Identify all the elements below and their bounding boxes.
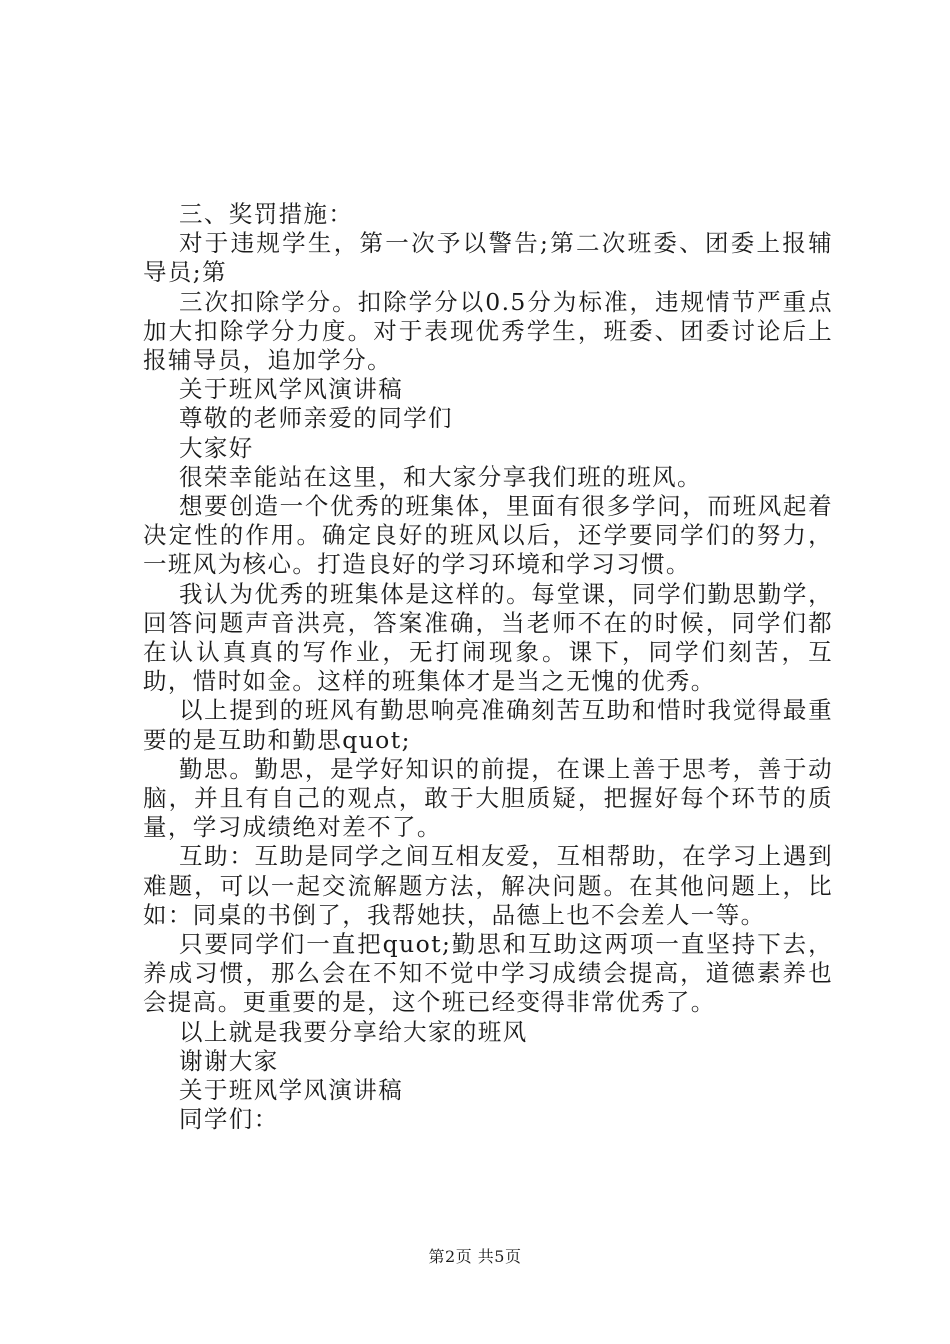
paragraph: 关于班风学风演讲稿: [179, 1076, 404, 1105]
paragraph: 大家好: [179, 433, 254, 462]
paragraph: 勤思。勤思，是学好知识的前提，在课上善于思考，善于动脑，并且有自己的观点，敢于大胆质疑，把握好每个环节的质量，学习成绩绝对差不了。: [143, 754, 833, 842]
paragraph: 以上提到的班风有勤思响亮准确刻苦互助和惜时我觉得最重要的是互助和勤思quot;: [143, 696, 833, 754]
paragraph: 以上就是我要分享给大家的班风: [179, 1017, 528, 1046]
paragraph: 同学们：: [179, 1105, 279, 1134]
paragraph: 关于班风学风演讲稿: [179, 375, 404, 404]
paragraph: 谢谢大家: [179, 1046, 279, 1075]
paragraph: 只要同学们一直把quot;勤思和互助这两项一直坚持下去，养成习惯，那么会在不知不觉中学习成绩会提高，道德素养也会提高。更重要的是，这个班已经变得非常优秀了。: [143, 930, 833, 1017]
paragraph: 尊敬的老师亲爱的同学们: [179, 404, 453, 433]
paragraph: 互助：互助是同学之间互相友爱，互相帮助，在学习上遇到难题，可以一起交流解题方法，解决问题。在其他问题上，比如：同桌的书倒了，我帮她扶，品德上也不会差人一等。: [143, 842, 833, 929]
page-number-footer: 第2页 共5页: [428, 1247, 522, 1266]
paragraph: 我认为优秀的班集体是这样的。每堂课，同学们勤思勤学，回答问题声音洪亮，答案准确，当老师不在的时候，同学们都在认认真真的写作业，无打闹现象。课下，同学们刻苦，互助，惜时如金。这样的班集体才是当之无愧的优秀。: [143, 579, 833, 696]
paragraph: 三、奖罚措施：: [179, 200, 354, 228]
document-body: [143, 200, 833, 1135]
paragraph: 想要创造一个优秀的班集体，里面有很多学问，而班风起着决定性的作用。确定良好的班风以后，还学要同学们的努力，一班风为核心。打造良好的学习环境和学习习惯。: [143, 492, 833, 579]
paragraph: 三次扣除学分。扣除学分以0.5分为标准，违规情节严重点加大扣除学分力度。对于表现优秀学生，班委、团委讨论后上报辅导员，追加学分。: [143, 287, 833, 375]
paragraph: 很荣幸能站在这里，和大家分享我们班的班风。: [179, 462, 702, 491]
paragraph: 对于违规学生，第一次予以警告;第二次班委、团委上报辅导员;第: [143, 229, 833, 287]
